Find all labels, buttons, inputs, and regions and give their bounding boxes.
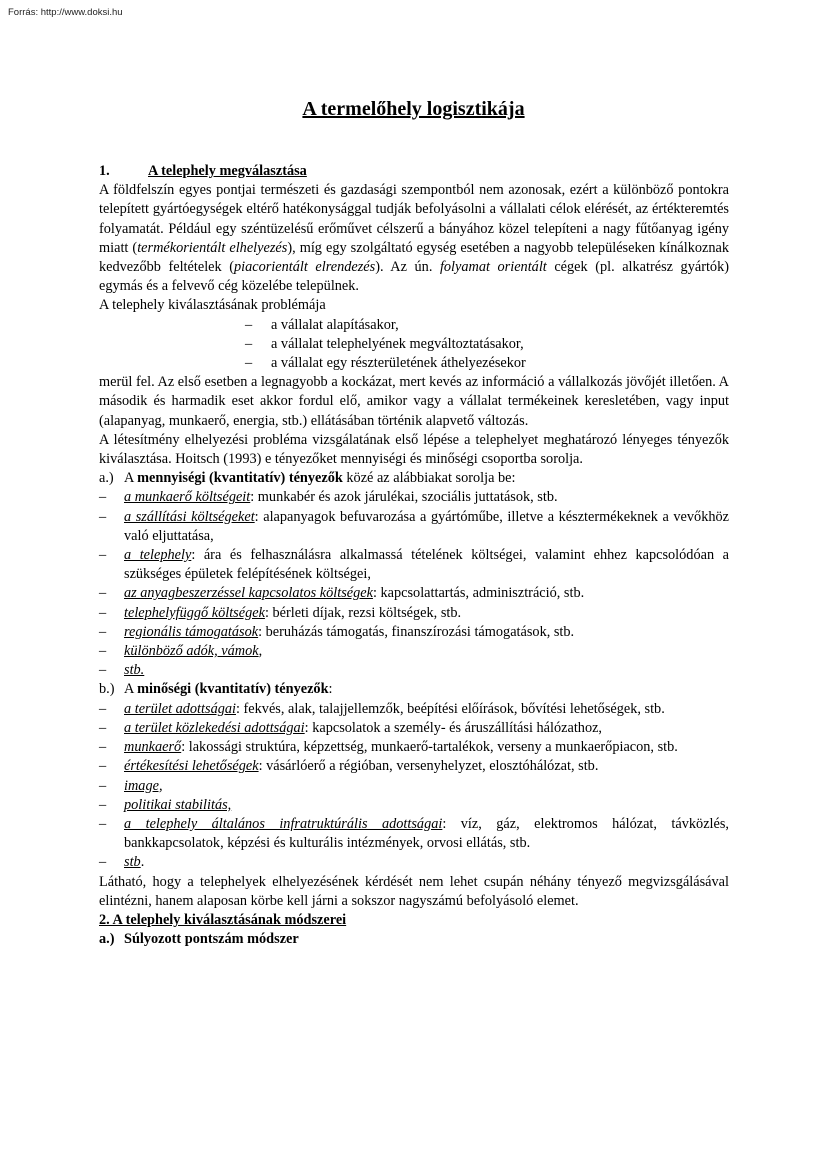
list-item [99,661,729,680]
text-run: A [124,681,138,698]
list-item [99,796,729,815]
text-run: ). Az ún. [375,259,440,276]
list-text: : kapcsolattartás, adminisztráció, stb. [372,585,585,602]
italic-term: folyamat orientált [439,259,547,276]
section-title: 2. A telephely kiválasztásának módszerei [99,911,347,928]
section-number: 1. [99,163,110,179]
list-term: az anyagbeszerzéssel kapcsolatos költségek [124,585,373,602]
intro-paragraph [99,181,729,296]
problem-intro: A telephely kiválasztásának problémája [99,297,326,314]
list-text: : kapcsolatok a személy- és áruszállítási hálózathoz, [304,719,603,736]
list-item [99,508,729,546]
list-item [99,815,729,853]
text-run: ), míg egy szolgáltató egység esetében a nagyobb településeken kínálkoznak kedvezőbb feltételek ( [99,239,730,276]
list-item [99,853,729,872]
list-item [99,584,729,603]
qualitative-heading [99,680,729,699]
list-text: : ára és felhasználásra alkalmassá tételének költségei, valamint ehhez kapcsolódóan a szükséges épületek felépítésének költségei, [124,547,729,583]
list-text: : fekvés, alak, talajjellemzők, beépítési előírások, bővítési lehetőségek, stb. [236,700,665,717]
subsection-heading [99,930,729,949]
list-item [99,719,729,738]
document-body [99,162,729,949]
list-term: stb [124,854,141,871]
text-run: A [124,470,138,487]
list-term: értékesítési lehetőségek [124,758,259,775]
list-text: : vásárlóerő a régióban, versenyhelyzet, elosztóhálózat, stb. [258,758,599,775]
item-label: a.) [99,931,115,948]
italic-term: termékorientált elhelyezés [137,239,288,256]
list-item [99,488,729,507]
section-title: A telephely megválasztása [148,163,307,179]
source-url: Forrás: http://www.doksi.hu [8,7,123,18]
list-item: – a vállalat telephelyének megváltoztatásakor, [99,335,729,354]
list-item [99,700,729,719]
qualitative-list [99,700,729,873]
list-item [99,604,729,623]
risk-paragraph: merül fel. Az első esetben a legnagyobb a kockázat, mert kevés az információ a vállalkozás jövőjét illetően. A második és harmadik eset akkor fordul elő, amikor vagy a vállalat termékeinek keresletében, vagy input (alapanyag, munkaerő, energia, stb.) ellátásában történik alapvető változás. [99,374,729,429]
quantitative-list [99,488,729,680]
list-term: a terület közlekedési adottságai [124,719,305,736]
text-run: : [328,681,333,698]
text-run: A földfelszín egyes pontjai természeti és gazdasági szempontból nem azonosak, ezért a különböző pontokra telepített gyártóegységek eltérő hatékonysággal tudják befolyásolni a vállalati célok elérését, az értékteremtés folyamatát. Például egy széntüzelésű erőművet célszerű a bányához közel telepíteni a nagy fűtőanyag igény miatt ( [99,182,729,256]
item-label: a.) [99,470,114,487]
list-text: : beruházás támogatás, finanszírozási támogatások, stb. [258,623,575,640]
factors-paragraph: A létesítmény elhelyezési probléma vizsgálatának első lépése a telephelyet meghatározó lényeges tényezők kiválasztása. Hoitsch (1993) e tényezőket mennyiségi és minőségi csoportba sorolja. [99,431,729,468]
list-text: : víz, gáz, elektromos hálózat, távközlés, bankkapcsolatok, képzési és kulturális intézmények, orvosi ellátás, stb. [124,815,729,852]
list-text: , [258,643,263,660]
list-term: telephelyfüggő költségek [124,604,265,621]
list-item: – a vállalat alapításakor, [99,316,729,335]
list-text: : alapanyagok befuvarozása a gyártóműbe, illetve a késztermékeknek a vevőkhöz való eljuttatása, [124,508,729,544]
list-term: a munkaerő költségeit [124,489,251,506]
list-text: : munkabér és azok járulékai, szociális juttatások, stb. [250,489,558,506]
list-term: a telephely [124,547,192,564]
page-title: A termelőhely logisztikája [302,98,525,120]
list-term: regionális támogatások [124,623,259,640]
list-item [99,777,729,796]
text-run: cégek (pl. alkatrész gyártók) egymás és a felvevő cég közelébe települnek. [99,259,729,295]
list-term: politikai stabilitás, [124,796,232,813]
problem-list [99,316,729,374]
list-text: : bérleti díjak, rezsi költségek, stb. [264,604,462,621]
list-text: . [140,854,145,871]
subsection-title: Súlyozott pontszám módszer [124,931,299,948]
list-term: image, [124,777,163,794]
list-item [99,623,729,642]
italic-term: piacorientált elrendezés [233,259,376,276]
section-1-heading [99,162,729,181]
list-text: : lakossági struktúra, képzettség, munkaerő-tartalékok, verseny a munkaerőpiacon, stb. [181,739,678,756]
item-label: b.) [99,681,115,698]
list-term: a telephely általános infratruktúrális adottságai [124,815,443,832]
conclusion-paragraph: Látható, hogy a telephelyek elhelyezésének kérdését nem lehet csupán néhány tényező megvizsgálásával elintézni, hanem alaposan körbe kell járni a sokszor nagyszámú befolyásoló elemet. [99,873,729,909]
list-item [99,738,729,757]
list-item [99,757,729,776]
list-item: – a vállalat egy részterületének áthelyezésekor [99,354,729,373]
list-term: a terület adottságai [124,700,236,717]
section-2-heading [99,911,729,930]
quantitative-heading [99,469,729,488]
list-item [99,546,729,584]
list-item [99,642,729,661]
text-run: közé az alábbiakat sorolja be: [342,470,516,487]
bold-term: minőségi (kvantitatív) tényezők [137,681,329,698]
list-term: a szállítási költségeket [124,508,255,525]
bold-term: mennyiségi (kvantitatív) tényezők [137,470,343,487]
list-term: különböző adók, vámok [124,643,259,660]
list-term: munkaerő [124,739,182,756]
list-term: stb. [124,662,145,679]
